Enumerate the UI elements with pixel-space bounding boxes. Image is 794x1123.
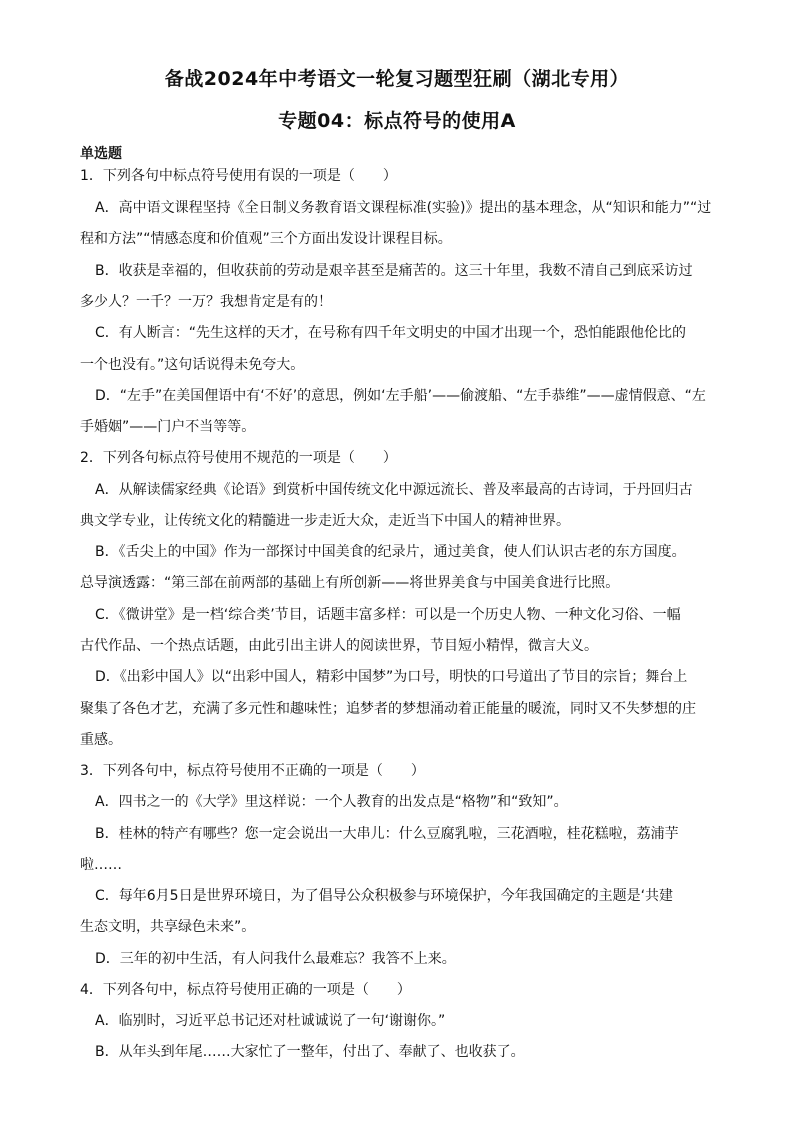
- question-2-option-c-cont: 古代作品、一个热点话题，由此引出主讲人的阅读世界，节目短小精悍，微言大义。: [80, 638, 598, 654]
- question-3-option-b-cont: 啦……: [80, 857, 122, 873]
- question-1-option-c: C．有人断言：“先生这样的天才，在号称有四千年文明史的中国才出现一个，恐怕能跟他伦比的: [95, 325, 687, 341]
- question-3-option-c-cont: 生态文明，共享绿色未来”。: [80, 919, 256, 935]
- question-3-option-d: D．三年的初中生活，有人问我什么最难忘？我答不上来。: [95, 951, 456, 967]
- question-2-option-d: D．《出彩中国人》以“出彩中国人，精彩中国梦”为口号，明快的口号道出了节目的宗旨；舞台上: [95, 669, 688, 685]
- question-2-option-a-cont: 典文学专业，让传统文化的精髓进一步走近大众，走近当下中国人的精神世界。: [80, 513, 570, 529]
- question-1-option-d: D．“左手”在美国俚语中有‘不好’的意思，例如‘左手船’——偷渡船、“左手恭维”——虚情假意、“左: [95, 388, 706, 404]
- question-2-option-b-cont: 总导演透露：“第三部在前两部的基础上有所创新——将世界美食与中国美食进行比照。: [80, 575, 620, 591]
- question-2-stem: 2．下列各句标点符号使用不规范的一项是（ ）: [80, 450, 397, 466]
- question-4-stem: 4．下列各句中，标点符号使用正确的一项是（ ）: [80, 982, 411, 998]
- question-1-option-a: A．高中语文课程坚持《全日制义务教育语文课程标准(实验)》提出的基本理念，从“知识和能力”“过: [95, 200, 712, 216]
- document-title: 备战2024年中考语文一轮复习题型狂刷（湖北专用）: [164, 68, 630, 90]
- question-1-option-b: B．收获是幸福的，但收获前的劳动是艰辛甚至是痛苦的。这三十年里，我数不清自己到底采访过: [95, 263, 693, 279]
- question-3-option-a: A．四书之一的《大学》里这样说：一个人教育的出发点是“格物”和“致知”。: [95, 794, 568, 810]
- question-1-option-a-cont: 程和方法”“情感态度和价值观”三个方面出发设计课程目标。: [80, 231, 452, 247]
- question-1-option-d-cont: 手婚姻”——门户不当等等。: [80, 419, 256, 435]
- question-4-option-b: B．从年头到年尾……大家忙了一整年，付出了、奉献了、也收获了。: [95, 1044, 525, 1060]
- document-subtitle: 专题04：标点符号的使用A: [278, 110, 516, 132]
- section-label: 单选题: [80, 146, 122, 162]
- question-1-option-c-cont: 一个也没有。”这句话说得未免夸大。: [80, 357, 305, 373]
- question-2-option-d-cont2: 重感。: [80, 732, 122, 748]
- question-2-option-c: C．《微讲堂》是一档‘综合类’节目，话题丰富多样：可以是一个历史人物、一种文化习俗、一幅: [95, 607, 681, 623]
- question-2-option-b: B．《舌尖上的中国》作为一部探讨中国美食的纪录片，通过美食，使人们认识古老的东方国度。: [95, 544, 686, 560]
- question-1-option-b-cont: 多少人？一千？一万？我想肯定是有的！: [80, 294, 332, 310]
- question-1-stem: 1．下列各句中标点符号使用有误的一项是（ ）: [80, 168, 397, 184]
- question-3-stem: 3．下列各句中，标点符号使用不正确的一项是（ ）: [80, 763, 425, 779]
- question-2-option-d-cont: 聚集了各色才艺，充满了多元性和趣味性；追梦者的梦想涌动着正能量的暖流，同时又不失梦想的庄: [80, 701, 696, 717]
- question-2-option-a: A．从解读儒家经典《论语》到赏析中国传统文化中源远流长、普及率最高的古诗词，于丹回归古: [95, 482, 693, 498]
- question-4-option-a: A．临别时，习近平总书记还对杜诚诚说了一句‘谢谢你。”: [95, 1013, 446, 1029]
- question-3-option-c: C．每年6月5日是世界环境日，为了倡导公众积极参与环境保护，今年我国确定的主题是‘共建: [95, 888, 674, 904]
- question-3-option-b: B．桂林的特产有哪些？您一定会说出一大串儿：什么豆腐乳啦，三花酒啦，桂花糕啦，荔浦芋: [95, 826, 679, 842]
